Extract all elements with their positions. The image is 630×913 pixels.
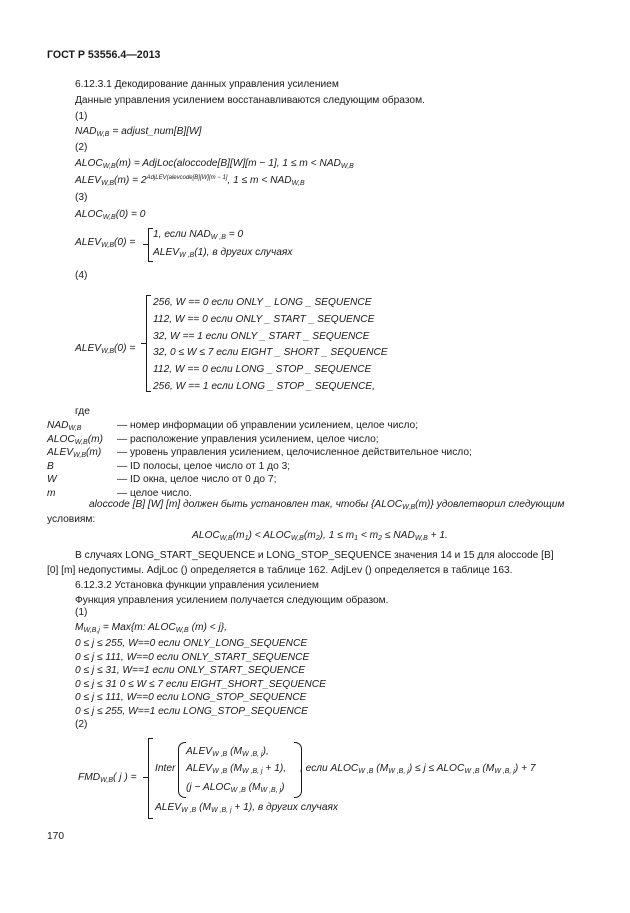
formula-number-4: (4) (75, 270, 88, 281)
definition-term: W (47, 474, 57, 485)
equation-3b-lhs: $ALEV_{W,B}(0)$ = (75, 237, 136, 249)
equation-3a: $ALOC_{W,B}(0) = 0$ (75, 209, 146, 221)
condition-text-line1: aloccode [B] [W] [m] должен быть установлен так, чтобы $\{ALOC_{W,B}(m)\}$ удовлетворил следующим (89, 499, 565, 511)
eq4-case: 256, W == 1 если LONG _ STOP _ SEQUENCE, (153, 381, 375, 392)
note-line1: В случаях LONG_START_SEQUENCE и LONG_STOP_SEQUENCE значения 14 и 15 для aloccode [B] (75, 550, 554, 561)
formula-number-s2-1: (1) (75, 607, 88, 618)
where-label: где (75, 406, 90, 417)
j-range-line: 0 ≤ j ≤ 255, W==0 если ONLY_LONG_SEQUENCE (75, 638, 308, 649)
note-line2: [0] [m] недопустимы. AdjLoc () определяется в таблице 162. AdjLev () определяется в таблице 163. (47, 565, 513, 576)
definition-term: $ALEV_{W,B}(m)$ (47, 447, 102, 459)
j-range-line: 0 ≤ j ≤ 31 0 ≤ W ≤ 7 если EIGHT_SHORT_SEQUENCE (75, 678, 326, 690)
definition-term: m (47, 487, 56, 499)
equation-1: $NAD_{W,B}$ = adjust_num[B][W] (75, 126, 202, 138)
j-range-line: 0 ≤ j ≤ 111, W==0 если LONG_STOP_SEQUENCE (75, 692, 307, 703)
brace-eq4 (146, 295, 147, 392)
fmd-lhs: $FMD_{W,B}$( j ) = (78, 772, 137, 784)
equation-2a: $ALOC_{W,B}(m)$ = AdjLoc(aloccode[B][W][m − 1], $1 \le m < NAD_{W,B}$ (75, 158, 354, 170)
standard-header: ГОСТ Р 53556.4—2013 (47, 49, 161, 61)
j-range-line: 0 ≤ j ≤ 31, W==1 если ONLY_START_SEQUENCE (75, 665, 306, 676)
section-intro: Данные управления усилением восстанавливаются следующим образом. (75, 95, 425, 106)
definition-description: — ID полосы, целое число от 1 до 3; (117, 460, 291, 472)
section2-intro: Функция управления усилением получается следующим образом. (75, 595, 389, 606)
j-range-line: 0 ≤ j ≤ 255, W==1 если LONG_STOP_SEQUENCE (75, 705, 308, 717)
formula-number-2: (2) (75, 142, 88, 153)
definition-description: — расположение управления усилением, целое число; (117, 433, 379, 445)
eq3b-case-2: $ALEV_{W ,B}(1)$, в других случаях (153, 247, 293, 259)
eq4-case: 32, 0 ≤ W ≤ 7 если EIGHT _ SHORT _ SEQUENCE (153, 347, 388, 359)
formula-number-s2-2: (2) (75, 719, 88, 730)
inter-row-2: $ALEV_{W ,B}$ $(M_{W ,B, j} + 1)$, (186, 763, 287, 775)
eq4-case: 32, W == 1 если ONLY _ START _ SEQUENCE (153, 330, 370, 342)
definition-description: — номер информации об управлении усилением, целое число; (117, 420, 419, 431)
definition-term: $NAD_{W,B}$ (47, 420, 82, 432)
definition-description: — целое число. (117, 487, 192, 499)
eq3b-case-1: 1, если $NAD_{W ,B} = 0$ (153, 229, 244, 241)
definition-description: — уровень управления усилением, целочисленное действительное число; (117, 447, 472, 458)
m-equation: $M_{W,B,j} = Max\{m$: $ALOC_{W,B}$ (m) < j}, (75, 622, 227, 634)
definition-description: — ID окна, целое число от 0 до 7; (117, 474, 277, 485)
section-title-6-12-3-2: 6.12.3.2 Установка функции управления усилением (75, 580, 319, 591)
inter-row-3: ($j - ALOC_{W ,B}$ $(M_{W ,B, j})$ (186, 782, 285, 794)
condition-text-line2: условиям: (47, 514, 96, 525)
section-title-6-12-3-1: 6.12.3.1 Декодирование данных управления усилением (75, 79, 339, 90)
equation-4-lhs: $ALEV_{W,B}(0)$ = (75, 343, 136, 355)
formula-number-1: (1) (75, 111, 88, 122)
fmd-case-2: $ALEV_{W ,B}$ $(M_{W ,B, j} + 1)$, в других случаях (155, 802, 339, 814)
brace-fmd (148, 738, 149, 819)
page-number: 170 (47, 831, 64, 842)
inter-row-1: $ALEV_{W ,B}$ $(M_{W ,B, j})$, (186, 746, 269, 758)
paren-left (178, 742, 186, 798)
j-range-line: 0 ≤ j ≤ 111, W==0 если ONLY_START_SEQUENCE (75, 651, 310, 663)
eq4-case: 112, W == 0 если LONG _ STOP _ SEQUENCE (153, 364, 372, 376)
formula-number-3: (3) (75, 192, 88, 203)
eq4-case: 256, W == 0 если ONLY _ LONG _ SEQUENCE (153, 297, 372, 308)
definition-term: $ALOC_{W,B}(m)$ (47, 433, 103, 446)
fmd-condition: , если $ALOC_{W ,B}$ $(M_{W ,B, j}) \le j$ ≤ $ALOC_{W ,B}$ $(M_{W ,B, j}) + 7$ (300, 763, 536, 775)
inter-label: Inter (155, 763, 176, 774)
eq4-case: 112, W == 0 если ONLY _ START _ SEQUENCE (153, 313, 375, 325)
definition-term: B (47, 460, 54, 472)
brace-eq3b (148, 228, 149, 262)
equation-2b: $ALEV_{W,B}(m) = 2^{AdjLEV(alevcode[B][W][m - 1]}$, $1 \le m < NAD_{W,B}$ (75, 175, 305, 187)
condition-equation: $ALOC_{W,B}(m_1)$ < $ALOC_{W,B}(m_2)$, $1 \le m_1 < m_2 \le NAD_{W,B} + 1$. (192, 530, 448, 542)
